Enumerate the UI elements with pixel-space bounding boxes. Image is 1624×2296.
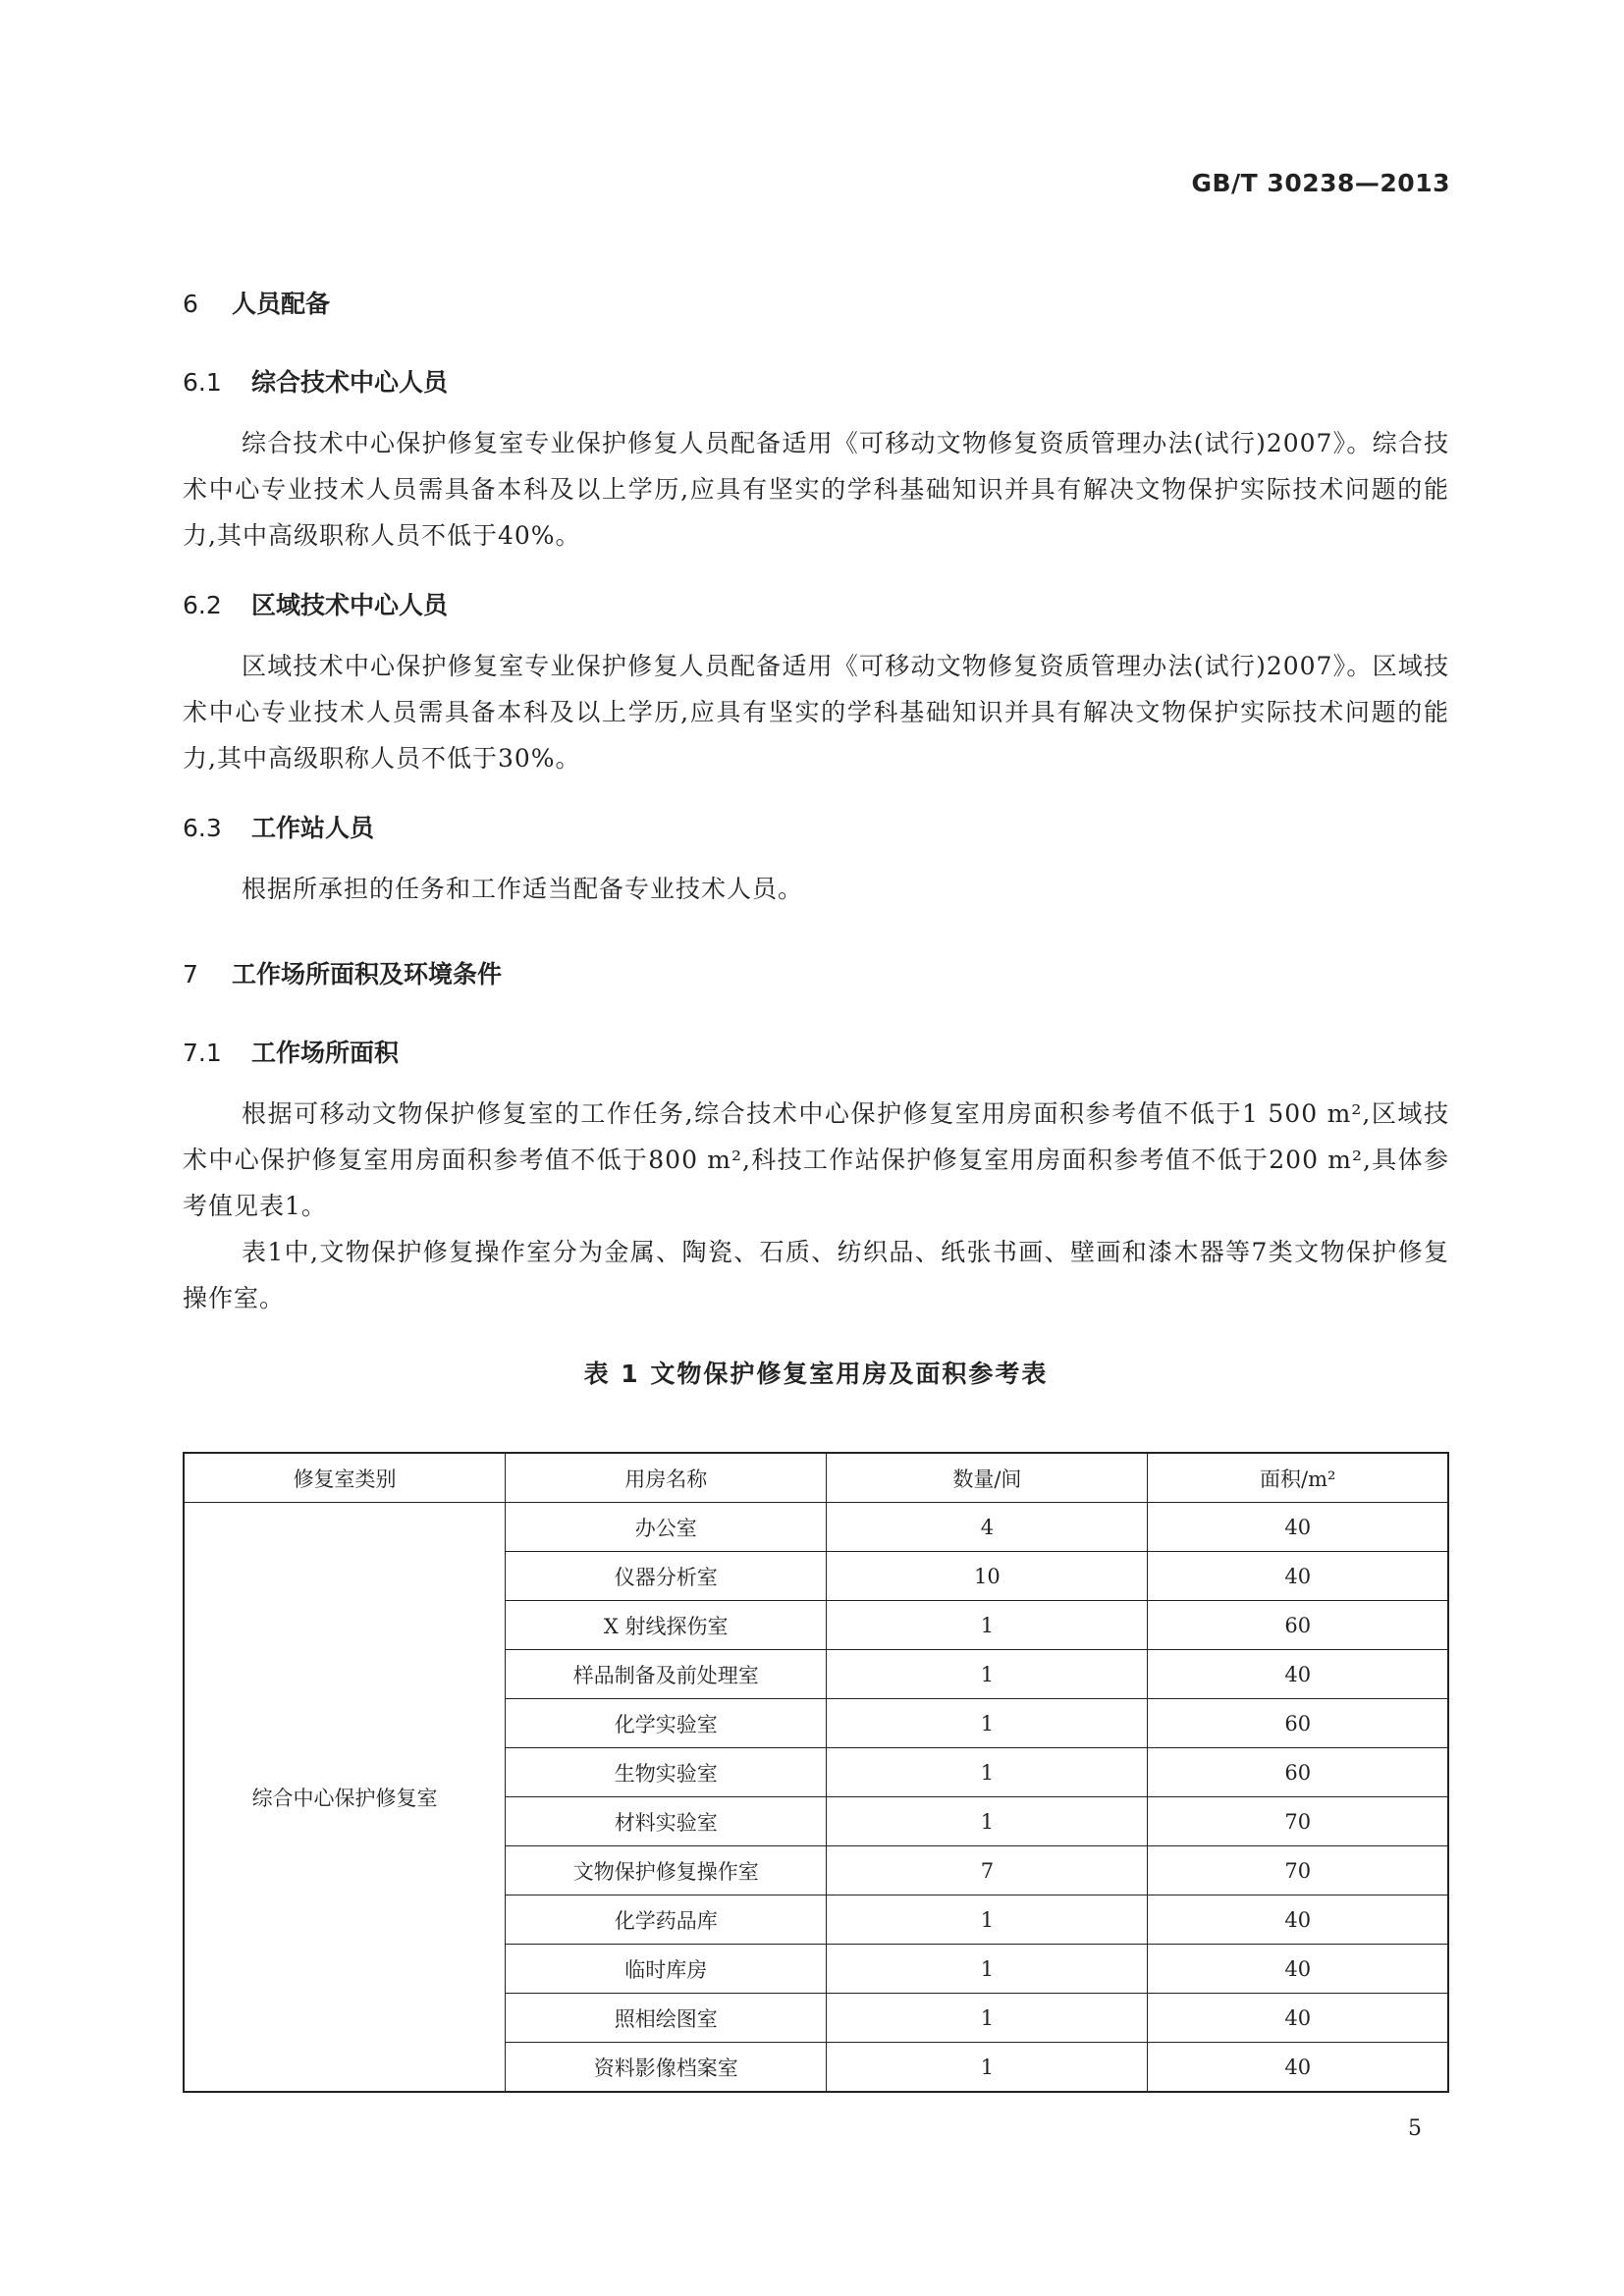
paragraph-6-3: 根据所承担的任务和工作适当配备专业技术人员。 <box>242 875 804 903</box>
group-label-cell: 综合中心保护修复室 <box>184 1503 506 2093</box>
room-area-cell: 60 <box>1148 1748 1448 1797</box>
room-area-cell: 40 <box>1148 1650 1448 1699</box>
section-title: 工作场所面积 <box>251 1039 400 1067</box>
room-area-cell: 70 <box>1148 1846 1448 1896</box>
room-name-cell: 仪器分析室 <box>506 1552 827 1601</box>
room-count-cell: 1 <box>827 1945 1148 1994</box>
room-name-cell: 样品制备及前处理室 <box>506 1650 827 1699</box>
room-area-cell: 40 <box>1148 1896 1448 1945</box>
room-name-cell: 办公室 <box>506 1503 827 1552</box>
room-name-cell: 文物保护修复操作室 <box>506 1846 827 1896</box>
room-count-cell: 1 <box>827 1797 1148 1846</box>
room-count-cell: 4 <box>827 1503 1148 1552</box>
room-count-cell: 1 <box>827 1699 1148 1748</box>
room-count-cell: 7 <box>827 1846 1148 1896</box>
paragraph-7-1-b: 表1中,文物保护修复操作室分为金属、陶瓷、石质、纺织品、纸张书画、壁画和漆木器等7类文物保护修复操作室。 <box>183 1238 1449 1312</box>
table-caption: 表 1 文物保护修复室用房及面积参考表 <box>583 1360 1049 1388</box>
section-heading-6-2 <box>183 586 1449 621</box>
room-area-cell: 40 <box>1148 1503 1448 1552</box>
page-number: 5 <box>1408 2116 1422 2141</box>
section-number: 7.1 <box>183 1039 222 1067</box>
room-name-cell: 照相绘图室 <box>506 1994 827 2043</box>
section-title: 工作站人员 <box>251 814 375 842</box>
section-heading-6 <box>183 285 1449 320</box>
room-name-cell: 生物实验室 <box>506 1748 827 1797</box>
header-cell: 数量/间 <box>827 1453 1148 1503</box>
section-heading-6-3 <box>183 809 1449 844</box>
paragraph-6-2: 区域技术中心保护修复室专业保护修复人员配备适用《可移动文物修复资质管理办法(试行)2007》。区域技术中心专业技术人员需具备本科及以上学历,应具有坚实的学科基础知识并具有解决文物保护实际技术问题的能力,其中高级职称人员不低于30%。 <box>183 652 1449 773</box>
room-area-cell: 70 <box>1148 1797 1448 1846</box>
section-number: 6.2 <box>183 591 222 619</box>
standard-number: GB/T 30238—2013 <box>1191 169 1450 197</box>
room-name-cell: 资料影像档案室 <box>506 2043 827 2093</box>
section-title: 工作场所面积及环境条件 <box>232 960 503 988</box>
room-name-cell: 临时库房 <box>506 1945 827 1994</box>
paragraph-7-1-a: 根据可移动文物保护修复室的工作任务,综合技术中心保护修复室用房面积参考值不低于1 500 m²,区域技术中心保护修复室用房面积参考值不低于800 m²,科技工作站保护修复室用房面积参考值不低于200 m²,具体参考值见表1。 <box>183 1099 1449 1220</box>
table-row <box>184 1503 1448 1552</box>
room-area-table <box>183 1452 1449 2093</box>
section-number: 6.3 <box>183 814 222 842</box>
paragraph-6-1: 综合技术中心保护修复室专业保护修复人员配备适用《可移动文物修复资质管理办法(试行)2007》。综合技术中心专业技术人员需具备本科及以上学历,应具有坚实的学科基础知识并具有解决文物保护实际技术问题的能力,其中高级职称人员不低于40%。 <box>183 429 1449 550</box>
room-count-cell: 1 <box>827 1601 1148 1650</box>
room-count-cell: 1 <box>827 1994 1148 2043</box>
section-title: 综合技术中心人员 <box>251 368 449 397</box>
room-area-cell: 40 <box>1148 1994 1448 2043</box>
room-area-cell: 60 <box>1148 1601 1448 1650</box>
header-cell: 面积/m² <box>1148 1453 1448 1503</box>
room-count-cell: 1 <box>827 1896 1148 1945</box>
document-body <box>183 285 1449 1417</box>
room-count-cell: 1 <box>827 1650 1148 1699</box>
table-header-row <box>184 1453 1448 1503</box>
room-area-cell: 40 <box>1148 1945 1448 1994</box>
room-name-cell: 化学实验室 <box>506 1699 827 1748</box>
room-count-cell: 10 <box>827 1552 1148 1601</box>
room-area-cell: 40 <box>1148 2043 1448 2093</box>
section-heading-7 <box>183 955 1449 990</box>
section-number: 6 <box>183 290 198 318</box>
header-cell: 用房名称 <box>506 1453 827 1503</box>
room-name-cell: X 射线探伤室 <box>506 1601 827 1650</box>
section-title: 人员配备 <box>232 290 331 318</box>
room-name-cell: 化学药品库 <box>506 1896 827 1945</box>
section-number: 7 <box>183 960 198 988</box>
section-number: 6.1 <box>183 368 222 397</box>
header-cell: 修复室类别 <box>184 1453 506 1503</box>
room-area-cell: 60 <box>1148 1699 1448 1748</box>
room-count-cell: 1 <box>827 2043 1148 2093</box>
section-heading-7-1 <box>183 1034 1449 1069</box>
section-title: 区域技术中心人员 <box>251 591 449 619</box>
room-count-cell: 1 <box>827 1748 1148 1797</box>
room-area-cell: 40 <box>1148 1552 1448 1601</box>
section-heading-6-1 <box>183 363 1449 399</box>
room-name-cell: 材料实验室 <box>506 1797 827 1846</box>
